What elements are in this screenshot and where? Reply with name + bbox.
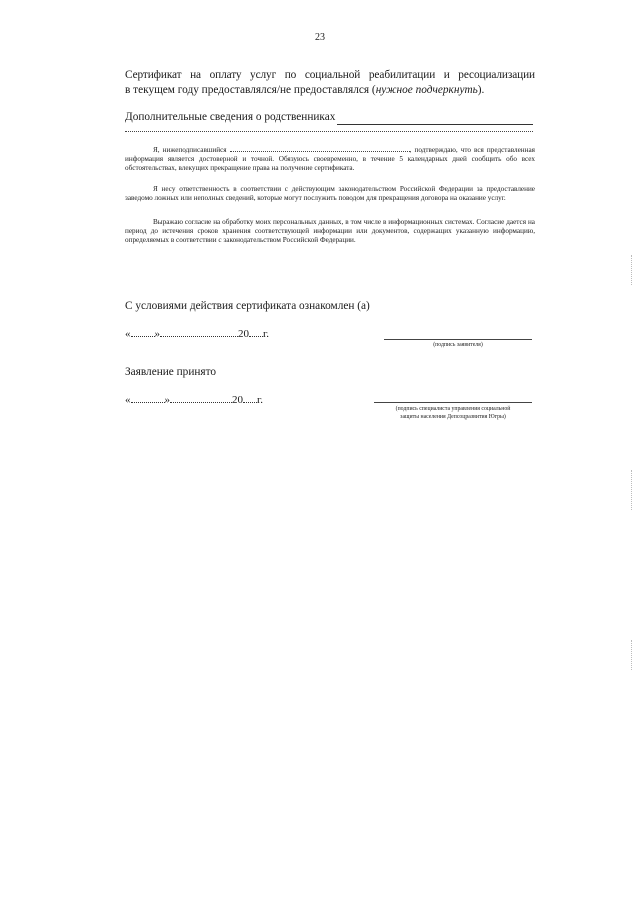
- specialist-signature-label-line1: (подпись специалиста управления социальной: [395, 406, 511, 412]
- page-number: 23: [315, 32, 325, 43]
- year-prefix: 20: [238, 328, 249, 340]
- relatives-info-label: Дополнительные сведения о родственниках: [125, 111, 336, 123]
- underline-hint: нужное подчеркнуть: [375, 84, 478, 96]
- certificate-statement-line2: [125, 83, 535, 98]
- relatives-info-blank[interactable]: [337, 114, 533, 125]
- year-prefix: 20: [232, 394, 243, 406]
- specialist-signature-label: [374, 405, 532, 421]
- statement-text: в текущем году предоставлялся/не предоставлялся (: [125, 84, 376, 96]
- scan-edge-mark: [631, 255, 632, 285]
- accepted-label: Заявление принято: [125, 366, 217, 378]
- declaration-paragraph-2: [125, 185, 535, 203]
- applicant-signature-line[interactable]: [384, 339, 532, 340]
- year-blank[interactable]: [249, 328, 263, 337]
- day-blank[interactable]: [131, 394, 165, 403]
- name-blank[interactable]: [230, 145, 410, 152]
- applicant-date: [125, 328, 269, 340]
- relatives-info-blank-line2[interactable]: [125, 131, 533, 132]
- declaration-paragraph-3: [125, 218, 535, 245]
- acknowledgement-text: С условиями действия сертификата ознакомлен (а): [125, 300, 370, 312]
- close-quote: »: [164, 394, 170, 406]
- certificate-statement-line1: Сертификат на оплату услуг по социальной реабилитации и ресоциализации: [125, 69, 535, 81]
- year-suffix: г.: [263, 328, 270, 340]
- month-blank[interactable]: [160, 328, 238, 337]
- declaration-paragraph-1: [125, 145, 535, 173]
- scan-edge-mark: [631, 640, 632, 670]
- scan-edge-mark: [631, 470, 632, 510]
- responsibility-text: Я несу ответственность в соответствии с действующим законодательством Российской Федерации за предоставление заведомо ложных или неполных сведений, которые могут послужить поводом для прекращения договора на оказание услуг.: [125, 185, 535, 202]
- declaration-rest: , подтверждаю, что вся представленная информация является достоверной и точной. Обязуюсь своевременно, в течение 5 календарных дней сообщить обо всех обстоятельствах, влекущих прекращение права на получение сертификата.: [125, 146, 535, 172]
- consent-text: Выражаю согласие на обработку моих персональных данных, в том числе в информационных системах. Согласие дается на период до истечения сроков хранения соответствующей информации или документов, содержащих указанную информацию, определяемых в соответствии с законодательством Российской Федерации.: [125, 218, 535, 244]
- month-blank[interactable]: [170, 394, 232, 403]
- year-blank[interactable]: [243, 394, 257, 403]
- specialist-signature-label-line2: защиты населения Депсоцразвития Югры): [400, 414, 506, 420]
- statement-end: ).: [477, 84, 485, 96]
- day-blank[interactable]: [131, 328, 155, 337]
- year-suffix: г.: [257, 394, 264, 406]
- applicant-signature-label: (подпись заявителя): [433, 342, 483, 348]
- open-quote: «: [125, 394, 131, 406]
- close-quote: »: [154, 328, 160, 340]
- certificate-statement: [125, 68, 535, 98]
- open-quote: «: [125, 328, 131, 340]
- relatives-info-field: [125, 110, 533, 125]
- declaration-start: Я, нижеподписавшийся: [153, 146, 227, 154]
- specialist-signature-line[interactable]: [374, 402, 532, 403]
- accepted-date: [125, 394, 263, 406]
